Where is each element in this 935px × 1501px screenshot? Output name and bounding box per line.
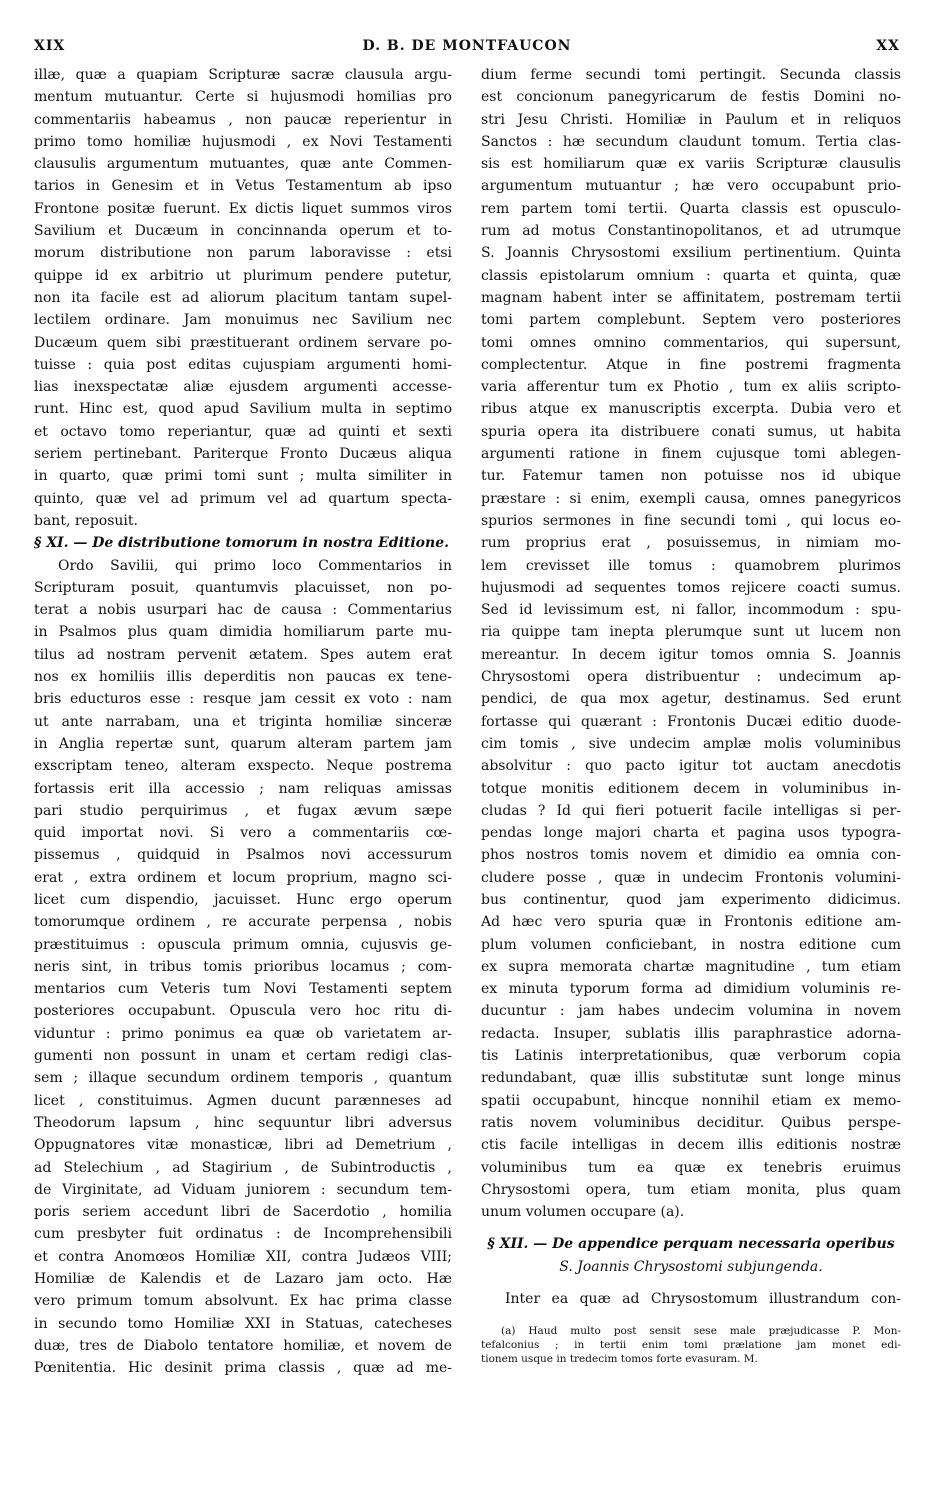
spacer	[481, 1223, 901, 1233]
paragraph-line: licet cum dispendio, jacuisset. Hunc ergo operum	[34, 891, 452, 908]
paragraph-line: redundabant, quæ illis substitutæ sunt longe minus	[481, 1070, 901, 1087]
right-column	[481, 64, 901, 1366]
spacer	[481, 1278, 901, 1288]
paragraph-line: commentariis habeamus , non paucæ reperientur in	[34, 111, 452, 128]
paragraph-line: argumentum mutuantur ; hæ vero occupabunt prio-	[481, 178, 901, 195]
paragraph-line: non ita facile est ad aliorum placitum tantam supel-	[34, 289, 452, 306]
paragraph-line: ducuntur : jam habes undecim volumina in novem	[481, 1003, 901, 1020]
paragraph-line: Chrysostomi opera distribuentur : undecimum ap-	[481, 669, 901, 686]
paragraph-line: Chrysostomi opera, tum etiam monita, plus quam	[481, 1181, 901, 1198]
paragraph-line: bris educturos esse : resque jam cessit ex voto : nam	[34, 691, 452, 708]
paragraph-line: ratis novem voluminibus deciditur. Quibus perspe-	[481, 1114, 901, 1131]
paragraph-line: fortasse qui quærant : Frontonis Ducæi editio duode-	[481, 713, 901, 730]
paragraph-line: et octavo tomo reperiantur, quæ ad quinti et sexti	[34, 423, 452, 440]
paragraph-line: phos nostros tomis novem et dimidio ea omnia con-	[481, 847, 901, 864]
paragraph-line: quippe id ex arbitrio ut plurimum pendere putetur,	[34, 267, 452, 284]
paragraph-line: sis est homiliarum quæ ex variis Scripturæ clausulis	[481, 156, 901, 173]
paragraph-line: nos ex homiliis illis deperditis non paucas ex tene-	[34, 669, 452, 686]
paragraph-line: spurios sermones in fine secundi tomi , qui locus eo-	[481, 512, 901, 529]
paragraph-line: clausulis argumentum mutuantes, quæ ante Commen-	[34, 156, 452, 173]
paragraph-line: in secundo tomo Homiliæ XXI in Statuas, catecheses	[34, 1315, 452, 1332]
paragraph-line: in Anglia repertæ sunt, quarum alteram partem jam	[34, 735, 452, 752]
paragraph-line: plum volumen conficiebant, in nostra editione cum	[481, 936, 901, 953]
paragraph-line: Sanctos : hæ secundum claudunt tomum. Tertia clas-	[481, 133, 901, 150]
paragraph-line: in Psalmos plus quam dimidia homiliarum parte mu-	[34, 624, 452, 641]
paragraph-line: rum proprius erat , posuissemus, in nimiam mo-	[481, 535, 901, 552]
paragraph-line: lectilem ordinare. Jam monuimus nec Savilium nec	[34, 312, 452, 329]
paragraph-line: ex minuta typorum forma ad dimidium voluminis re-	[481, 981, 901, 998]
paragraph-line: pendici, de qua mox agetur, destinamus. Sed erunt	[481, 691, 901, 708]
paragraph-line: hujusmodi ad sequentes tomos rejicere coacti sumus.	[481, 579, 901, 596]
paragraph-line: dium ferme secundi tomi pertingit. Secunda classis	[481, 67, 901, 83]
paragraph-line: mentum mutuantur. Certe si hujusmodi homilias pro	[34, 89, 452, 106]
paragraph-line: complectentur. Atque in fine postremi fragmenta	[481, 356, 901, 373]
paragraph-line: bant, reposuit.	[34, 512, 138, 529]
paragraph-line: gumenti non possunt in unam et certam redigi clas-	[34, 1048, 452, 1065]
paragraph-line: duæ, tres de Diabolo tentatore homiliæ, et novem de	[34, 1337, 452, 1354]
paragraph-line: totque monitis editionem decem in voluminibus in-	[481, 780, 901, 797]
paragraph-line: Ordo Savilii, qui primo loco Commentarios in	[58, 557, 452, 574]
paragraph-line: terat a nobis usurpari hac de causa : Commentarius	[34, 602, 452, 619]
paragraph-line: tomi partem complebunt. Septem vero posteriores	[481, 312, 901, 329]
paragraph-line: tis Latinis interpretationibus, quæ verborum copia	[481, 1048, 901, 1065]
paragraph-line: præstituimus : opuscula primum omnia, cujusvis ge-	[34, 936, 452, 953]
paragraph-line: ad Stelechium , ad Stagirium , de Subintroductis ,	[34, 1159, 452, 1176]
paragraph-line: cludas ? Id qui fieri potuerit facile intelligas si per-	[481, 802, 901, 819]
paragraph-line: pari studio perquirimus , et fugax ævum sæpe	[34, 802, 452, 819]
paragraph-line: argumenti ratione in finem cujusque tomi ablegen-	[481, 446, 901, 463]
paragraph-line: neris sint, in tribus tomis prioribus locamus ; com-	[34, 958, 452, 975]
paragraph-line: spatii occupabunt, hincque nonnihil etiam ex memo-	[481, 1092, 901, 1109]
paragraph-line: de Virginitate, ad Viduam juniorem : secundum tem-	[34, 1181, 452, 1198]
paragraph-line: magnam habent inter se affinitatem, postremam tertii	[481, 289, 901, 306]
paragraph-line: S. Joannis Chrysostomi exsilium pertinentium. Quinta	[481, 245, 901, 262]
paragraph-line: Savilium et Ducæum in concinnanda operum et to-	[34, 223, 452, 240]
paragraph-line: quid importat novi. Si vero a commentariis cœ-	[34, 825, 452, 842]
running-title: D. B. DE MONTFAUCON	[362, 38, 572, 54]
left-column	[34, 64, 452, 1380]
paragraph-line: unum volumen occupare (a).	[481, 1204, 685, 1221]
paragraph-line: ut ante narrabam, una et triginta homiliæ sinceræ	[34, 713, 452, 730]
paragraph-line: et contra Anomœos Homiliæ XII, contra Judæos VIII;	[34, 1248, 452, 1265]
footnote	[481, 1324, 901, 1366]
paragraph-line: sem ; illaque secundum ordinem temporis , quantum	[34, 1070, 452, 1087]
paragraph-line: spuria opera ita distribuere conati sumus, ut habita	[481, 423, 901, 440]
footnote-line: (a) Haud multo post sensit sese male præjudicasse P. Mon-	[501, 1325, 901, 1338]
paragraph-line: cludere posse , quæ in undecim Frontonis volumini-	[481, 869, 901, 886]
paragraph-line: Ducæum quem sibi præstituerant ordinem servare po-	[34, 334, 452, 351]
paragraph-line: erat , extra ordinem et locum proprium, magno sci-	[34, 869, 452, 886]
paragraph-line: Homiliæ de Kalendis et de Lazaro jam octo. Hæ	[34, 1271, 452, 1288]
paragraph-line: fortassis erit illa accessio ; nam reliquas amissas	[34, 780, 452, 797]
paragraph-line: illæ, quæ a quapiam Scripturæ sacræ clausula argu-	[34, 67, 452, 83]
paragraph-line: stri Jesu Christi. Homiliæ in Paulum et in reliquos	[481, 111, 901, 128]
paragraph-line: Inter ea quæ ad Chrysostomum illustrandum con-	[505, 1291, 901, 1308]
footnote-line: tionem usque in tredecim tomos forte evasuram. M.	[481, 1353, 758, 1366]
paragraph-line: Frontone positæ fuerunt. Ex dictis liquet summos viros	[34, 200, 452, 217]
right-page-number: XX	[876, 38, 900, 54]
paragraph-line: pissemus , quidquid in Psalmos novi accessurum	[34, 847, 452, 864]
paragraph-line: primo tomo homiliæ hujusmodi , ex Novi Testamenti	[34, 133, 452, 150]
paragraph-line: voluminibus tum ea quæ ex tenebris eruimus	[481, 1159, 901, 1176]
section-heading-xii-subtitle: S. Joannis Chrysostomi subjungenda.	[559, 1258, 823, 1275]
paragraph-line: lem crevisset ille tomus : quamobrem plurimos	[481, 557, 901, 574]
paragraph-line: tomi omnes omnino commentarios, qui supersunt,	[481, 334, 901, 351]
paragraph-line: bus continentur, quod jam experimento didicimus.	[481, 891, 901, 908]
footnote-line: tefalconius ; in tertii enim tomi prælatione jam monet edi-	[481, 1339, 901, 1352]
paragraph-line: mereantur. In decem igitur tomos omnia S. Joannis	[481, 646, 901, 663]
paragraph-line: Ad hæc vero spuria quæ in Frontonis editione am-	[481, 914, 901, 931]
running-head	[34, 38, 900, 58]
paragraph-line: mentarios cum Veteris tum Novi Testamenti septem	[34, 981, 452, 998]
paragraph-line: tur. Fatemur tamen non potuisse nos id ubique	[481, 468, 901, 485]
paragraph-line: cum presbyter fuit ordinatus : de Incomprehensibili	[34, 1226, 452, 1243]
paragraph-line: pendas longe majori charta et pagina usos typogra-	[481, 825, 901, 842]
paragraph-line: vero primum tomum absolvunt. Ex hac prima classe	[34, 1293, 452, 1310]
paragraph-line: ctis facile intelligas in decem illis editionis nostræ	[481, 1137, 901, 1154]
section-heading-xii: § XII. — De appendice perquam necessaria operibus	[487, 1236, 895, 1253]
paragraph-line: præstare : si enim, exempli causa, omnes panegyricos	[481, 490, 901, 507]
paragraph-line: poris seriem accedunt libri de Sacerdotio , homilia	[34, 1204, 452, 1221]
paragraph-line: tilus ad nostram pervenit ætatem. Spes autem erat	[34, 646, 452, 663]
paragraph-line: licet , constituimus. Agmen ducunt parænneses ad	[34, 1092, 452, 1109]
paragraph-line: rem partem tomi tertii. Quarta classis est opusculo-	[481, 200, 901, 217]
paragraph-line: morum distributione non parum laboravisse : etsi	[34, 245, 452, 262]
paragraph-line: ribus atque ex manuscriptis excerpta. Dubia vero et	[481, 401, 901, 418]
paragraph-line: rum ad motus Constantinopolitanos, et ad utrumque	[481, 223, 901, 240]
paragraph-line: est concionum panegyricarum de festis Domini no-	[481, 89, 901, 106]
paragraph-line: posteriores occupabunt. Opuscula vero hoc ritu di-	[34, 1003, 452, 1020]
paragraph-line: ex supra memorata chartæ magnitudine , tum etiam	[481, 958, 901, 975]
paragraph-line: tarios in Genesim et in Vetus Testamentum ab ipso	[34, 178, 452, 195]
paragraph-line: classis epistolarum omnium : quarta et quinta, quæ	[481, 267, 901, 284]
paragraph-line: exscriptam teneo, alteram exspecto. Neque postrema	[34, 758, 452, 775]
paragraph-line: viduntur : primo ponimus ea quæ ob varietatem ar-	[34, 1025, 452, 1042]
paragraph-line: cim tomis , sive undecim amplæ molis voluminibus	[481, 735, 901, 752]
paragraph-line: redacta. Insuper, sublatis illis paraphrastice adorna-	[481, 1025, 901, 1042]
paragraph-line: Pœnitentia. Hic desinit prima classis , quæ ad me-	[34, 1360, 452, 1377]
paragraph-line: Theodorum lapsum , hinc sequuntur libri adversus	[34, 1114, 452, 1131]
paragraph-line: in quarto, quæ primi tomi sunt ; multa similiter in	[34, 468, 452, 485]
paragraph-line: Scripturam posuit, quantumvis placuisset, non po-	[34, 579, 452, 596]
paragraph-line: runt. Hinc est, quod apud Savilium multa in septimo	[34, 401, 452, 418]
paragraph-line: tuisse : quia post editas cujuspiam argumenti homi-	[34, 356, 452, 373]
paragraph-line: ria quippe tam inepta plerumque sunt ut lucem non	[481, 624, 901, 641]
paragraph-line: Sed id levissimum est, ni fallor, incommodum : spu-	[481, 602, 901, 619]
paragraph-line: tomorumque ordinem , re accurate perpensa , nobis	[34, 914, 452, 931]
paragraph-line: varia afferentur tum ex Photio , tum ex aliis scripto-	[481, 379, 901, 396]
left-page-number: XIX	[34, 38, 66, 54]
paragraph-line: absolvitur : quo pacto igitur tot auctam anecdotis	[481, 758, 901, 775]
paragraph-line: Oppugnatores vitæ monasticæ, libri ad Demetrium ,	[34, 1137, 452, 1154]
paragraph-line: seriem pertinebant. Pariterque Fronto Ducæus aliqua	[34, 446, 452, 463]
section-heading-xi: § XI. — De distributione tomorum in nostra Editione.	[34, 535, 449, 552]
paragraph-line: quinto, quæ vel ad primum vel ad quartum specta-	[34, 490, 452, 507]
paragraph-line: lias inexspectatæ aliæ ejusdem argumenti accesse-	[34, 379, 452, 396]
